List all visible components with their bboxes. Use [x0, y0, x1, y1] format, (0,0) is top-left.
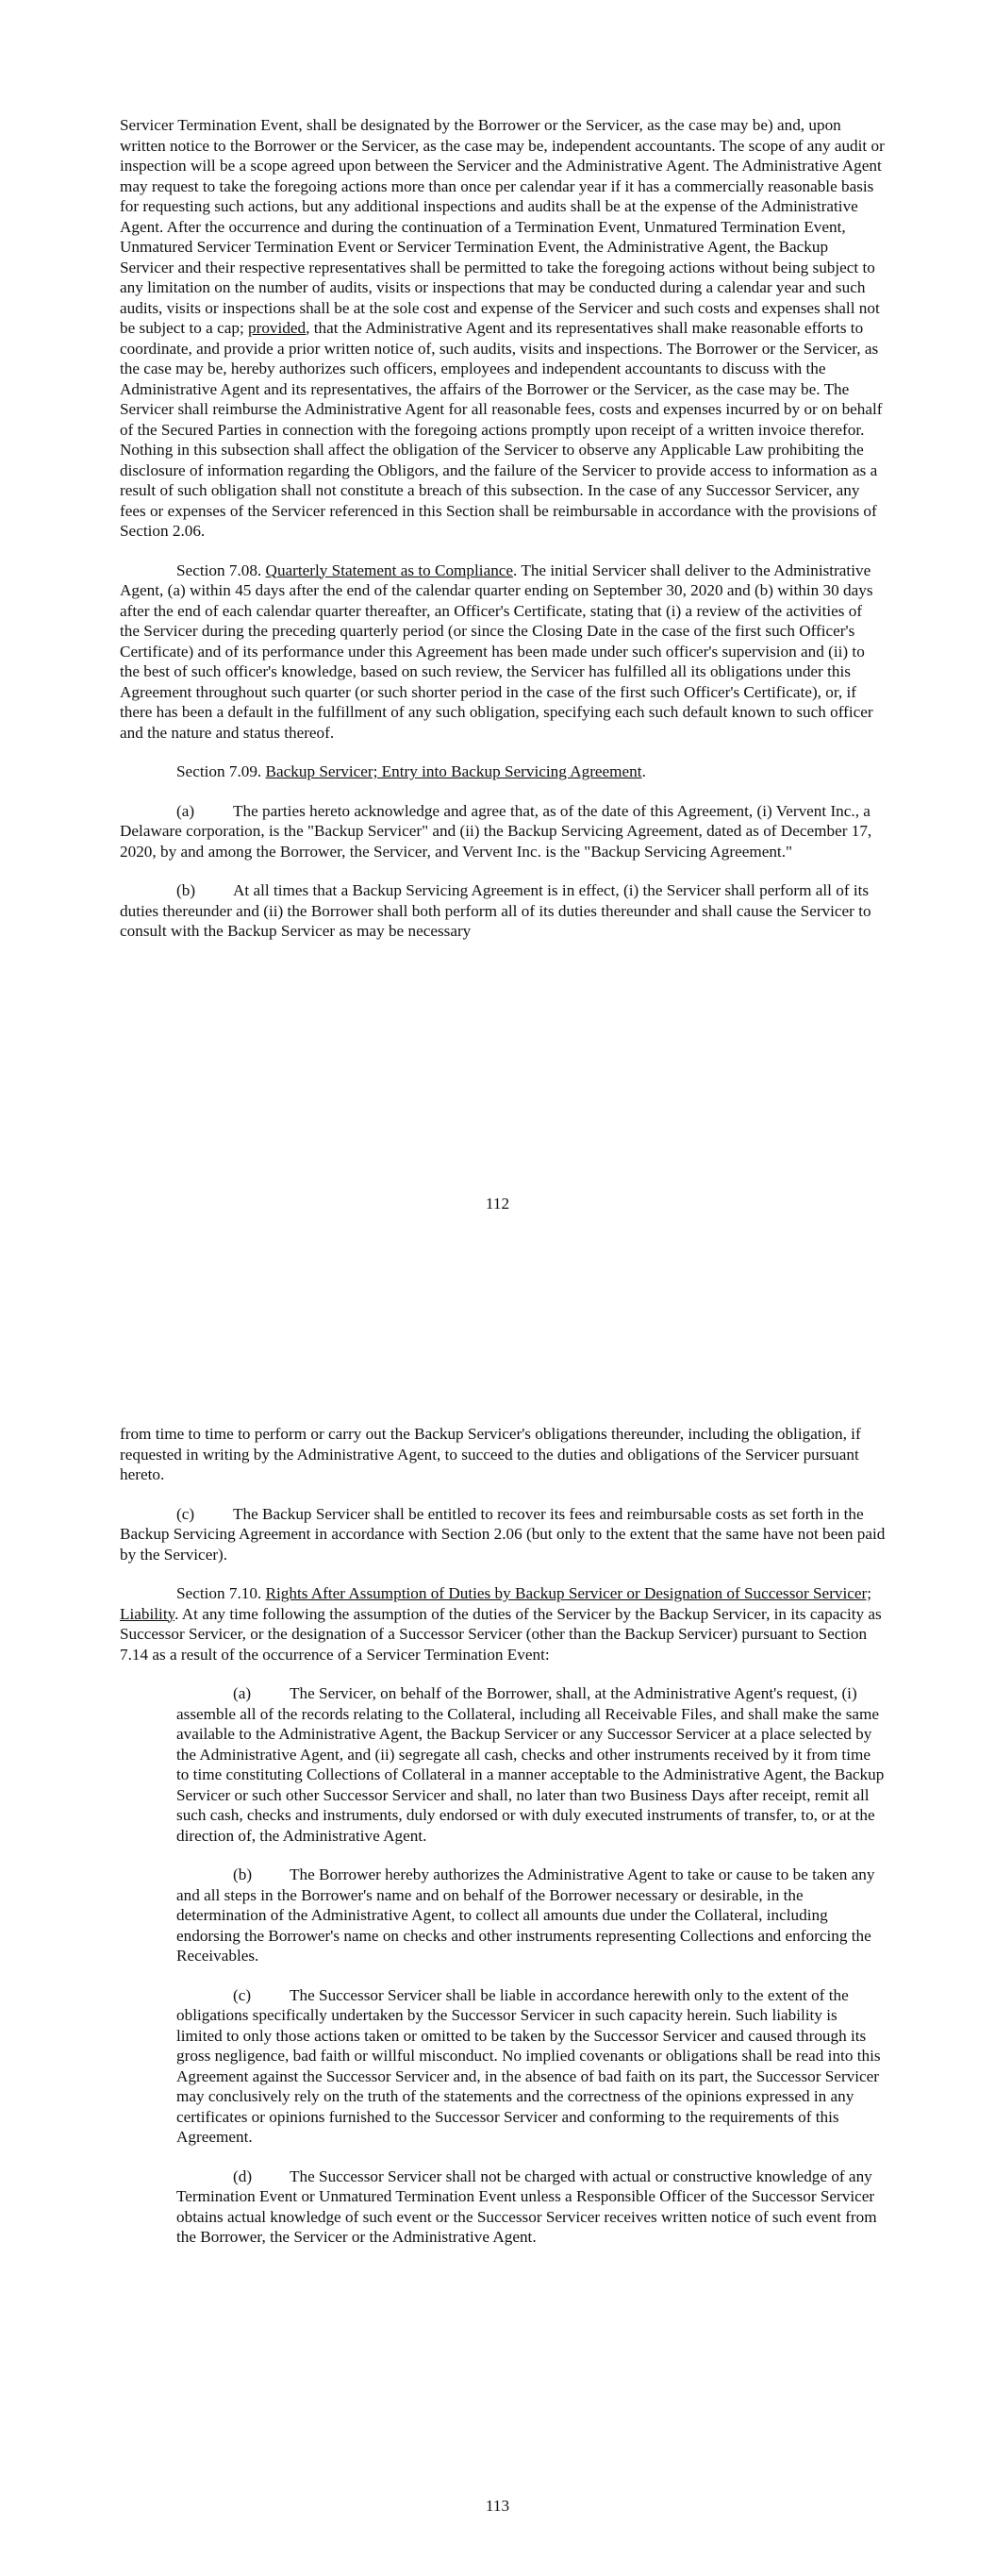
paragraph-audit-continuation: Servicer Termination Event, shall be designated by the Borrower or the Servicer, as the case may be) and, upon written notice to the Borrower or the Servicer, as the case may be, independent accountants. The scope of any audit or inspection will be a scope agreed upon between the Servicer and the Administrative Agent. The Administrative Agent may request to take the foregoing actions more than once per calendar year if it has a commercially reasonable basis for requesting such actions, but any additional inspections and audits shall be at the expense of the Administrative Agent. After the occurrence and during the continuation of a Termination Event, Unmatured Termination Event, Unmatured Servicer Termination Event or Servicer Termination Event, the Administrative Agent, the Backup Servicer and their respective representatives shall be permitted to take the foregoing actions without being subject to any limitation on the number of audits, visits or inspections that may be conducted during a calendar year and such audits, visits or inspections shall be at the sole cost and expense of the Servicer and such costs and expenses shall not be subject to a cap; provided, that the Administrative Agent and its representatives shall make reasonable efforts to coordinate, and provide a prior written notice of, such audits, visits and inspections. The Borrower or the Servicer, as the case may be, hereby authorizes such officers, employees and independent accountants to discuss with the Administrative Agent and its representatives, the affairs of the Borrower or the Servicer, as the case may be. The Servicer shall reimburse the Administrative Agent for all reasonable fees, costs and expenses incurred by or on behalf of the Secured Parties in connection with the foregoing actions promptly upon receipt of a written invoice therefor. Nothing in this subsection shall affect the obligation of the Servicer to observe any Applicable Law prohibiting the disclosure of information regarding the Obligors, and the failure of the Servicer to provide access to information as a result of such obligation shall not constitute a breach of this subsection. In the case of any Successor Servicer, any fees or expenses of the Servicer referenced in this Section shall be reimbursable in accordance with the provisions of Section 2.06.	[120, 116, 885, 540]
page-number: 113	[485, 2497, 510, 2515]
section-7-10-title: Rights After Assumption of Duties by Backup Servicer or Designation of Successor Servicer; Liability	[120, 1584, 872, 1623]
page-113-body	[120, 1424, 886, 2267]
section-7-08: Section 7.08. Quarterly Statement as to Compliance. The initial Servicer shall deliver to the Administrative Agent, (a) within 45 days after the end of the calendar quarter ending on September 30, 2020 and (b) within 30 days after the end of each calendar quarter thereafter, an Officer's Certificate, stating that (i) a review of the activities of the Servicer during the preceding quarterly period (or since the Closing Date in the case of the first such Officer's Certificate) and of its performance under this Agreement has been made under such officer's supervision and (ii) to the best of such officer's knowledge, based on such review, the Servicer has fulfilled all its obligations under this Agreement throughout such quarter (or such shorter period in the case of the first such Officer's Certificate), or, if there has been a default in the fulfillment of any such obligation, specifying each such default known to such officer and the nature and status thereof.	[120, 560, 873, 742]
section-7-08-title: Quarterly Statement as to Compliance	[265, 560, 514, 579]
section-7-09-heading: Section 7.09. Backup Servicer; Entry into Backup Servicing Agreement.	[176, 762, 646, 780]
clause-label: (b)	[176, 881, 196, 899]
clause-label: (c)	[176, 1504, 195, 1523]
section-7-10-b: (b) The Borrower hereby authorizes the Administrative Agent to take or cause to be taken any and all steps in the Borrower's name and on behalf of the Borrower necessary or desirable, in the determination of the Administrative Agent, to collect all amounts due under the Collateral, including endorsing the Borrower's name on checks and other instruments representing Collections and enforcing the Receivables.	[176, 1865, 875, 1965]
section-7-10: Section 7.10. Rights After Assumption of Duties by Backup Servicer or Designation of Successor Servicer; Liability. At any time following the assumption of the duties of the Servicer by the Backup Servicer, in its capacity as Successor Servicer, or the designation of a Successor Servicer (other than the Backup Servicer) pursuant to Section 7.14 as a result of the occurrence of a Servicer Termination Event:	[120, 1584, 882, 1664]
section-7-10-d: (d) The Successor Servicer shall not be charged with actual or constructive knowledge of any Termination Event or Unmatured Termination Event unless a Responsible Officer of the Successor Servicer obtains actual knowledge of such event or the Successor Servicer receives written notice of such event from the Borrower, the Servicer or the Administrative Agent.	[176, 2166, 877, 2246]
section-7-09-b-continuation: from time to time to perform or carry out the Backup Servicer's obligations thereunder, including the obligation, if requested in writing by the Administrative Agent, to succeed to the duties and obligations of the Servicer pursuant hereto.	[120, 1425, 861, 1483]
clause-label: (c)	[233, 1985, 252, 2004]
section-7-09-title: Backup Servicer; Entry into Backup Servicing Agreement	[265, 762, 642, 780]
section-7-09-b: (b) At all times that a Backup Servicing Agreement is in effect, (i) the Servicer shall perform all of its duties thereunder and (ii) the Borrower shall both perform all of its duties thereunder and shall cause the Servicer to consult with the Backup Servicer as may be necessary	[120, 881, 871, 940]
page-number: 112	[485, 1195, 510, 1213]
section-7-10-a: (a) The Servicer, on behalf of the Borrower, shall, at the Administrative Agent's request, (i) assemble all of the records relating to the Collateral, including all Receivable Files, and shall make the same available to the Administrative Agent, the Backup Servicer or any Successor Servicer at a place selected by the Administrative Agent, and (ii) segregate all cash, checks and other instruments received by it from time to time constituting Collections of Collateral in a manner acceptable to the Administrative Agent, the Backup Servicer or such other Successor Servicer and shall, no later than two Business Days after receipt, remit all such cash, checks and instruments, duly endorsed or with duly executed instruments of transfer, to, or at the direction of, the Administrative Agent.	[176, 1684, 885, 1845]
clause-label: (d)	[233, 2166, 253, 2185]
section-7-10-c: (c) The Successor Servicer shall be liable in accordance herewith only to the extent of the obligations specifically undertaken by the Successor Servicer in such capacity herein. Such liability is limited to only those actions taken or omitted to be taken by the Successor Servicer and caused through its gross negligence, bad faith or willful misconduct. No implied covenants or obligations shall be read into this Agreement against the Successor Servicer and, in the absence of bad faith on its part, the Successor Servicer may conclusively rely on the truth of the statements and the correctness of the opinions expressed in any certificates or opinions furnished to the Successor Servicer and conforming to the requirements of this Agreement.	[176, 1985, 881, 2146]
section-7-09-a: (a) The parties hereto acknowledge and agree that, as of the date of this Agreement, (i) Vervent Inc., a Delaware corporation, is the "Backup Servicer" and (ii) the Backup Servicing Agreement, dated as of December 17, 2020, by and among the Borrower, the Servicer, and Vervent Inc. is the "Backup Servicing Agreement."	[120, 801, 872, 861]
page-113	[0, 1302, 995, 2576]
page-112-body	[120, 115, 886, 961]
section-7-09-c: (c) The Backup Servicer shall be entitled to recover its fees and reimbursable costs as set forth in the Backup Servicing Agreement in accordance with Section 2.06 (but only to the extent that the same have not been paid by the Servicer).	[120, 1504, 886, 1564]
clause-label: (a)	[233, 1684, 252, 1702]
clause-label: (a)	[176, 801, 195, 820]
provided-term: provided	[248, 319, 307, 337]
clause-label: (b)	[233, 1865, 253, 1883]
